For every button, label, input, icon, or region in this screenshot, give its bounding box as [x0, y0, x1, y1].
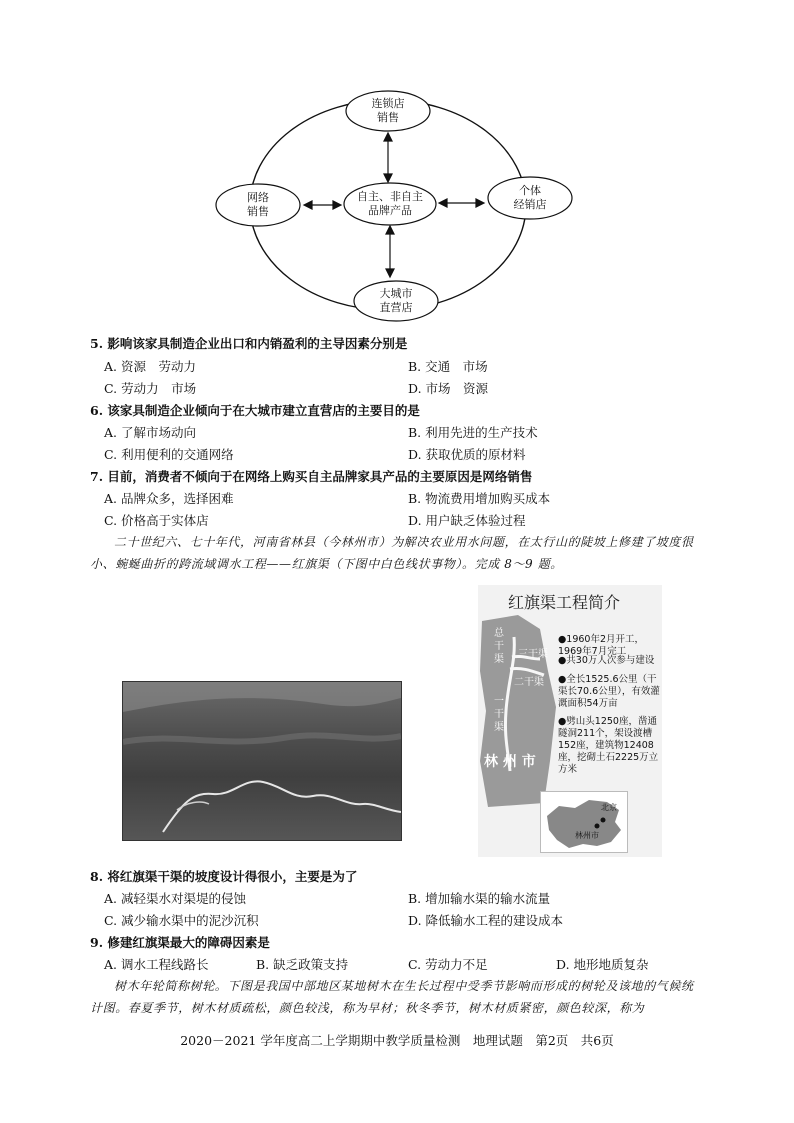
info-item-length: ●全长1525.6公里（干渠长70.6公里），有效灌溉面积54万亩: [558, 674, 660, 709]
question-9-stem: 9. 修建红旗渠最大的障碍因素是: [90, 935, 270, 950]
bullet-icon: ●: [558, 634, 567, 645]
info-card-title: 红旗渠工程简介: [508, 593, 621, 612]
q5-option-d: D. 市场 资源: [408, 381, 489, 396]
q8-option-c: C. 减少输水渠中的泥沙沉积: [104, 913, 259, 928]
q8-option-d: D. 降低输水工程的建设成本: [408, 913, 564, 928]
node-right-label: 个体 经销店: [513, 184, 547, 211]
q7-option-c: C. 价格高于实体店: [104, 513, 209, 528]
q7-option-a: A. 品牌众多，选择困难: [104, 491, 234, 506]
q6-option-a: A. 了解市场动向: [104, 425, 196, 440]
q8-option-a: A. 减轻渠水对渠堤的侵蚀: [104, 891, 246, 906]
q5-option-a: A. 资源 劳动力: [104, 359, 196, 374]
canal-label-2: 二干渠: [514, 677, 544, 688]
q6-option-b: B. 利用先进的生产技术: [408, 425, 538, 440]
question-7-stem: 7. 目前，消费者不倾向于在网络上购买自主品牌家具产品的主要原因是网络销售: [90, 469, 533, 484]
q5-option-b: B. 交通 市场: [408, 359, 488, 374]
info-item-workers: ●共30万人次参与建设: [558, 655, 655, 666]
china-outline: [541, 792, 627, 852]
q8-option-b: B. 增加输水渠的输水流量: [408, 891, 551, 906]
inset-label-linzhou: 林州市: [575, 831, 599, 840]
china-inset-map: [540, 791, 628, 853]
page-footer: 2020－2021 学年度高二上学期期中教学质量检测 地理试题 第2页 共6页: [180, 1033, 614, 1048]
node-bottom-label: 大城市 直营店: [379, 287, 413, 314]
question-6-stem: 6. 该家具制造企业倾向于在大城市建立直营店的主要目的是: [90, 403, 420, 418]
bullet-icon: ●: [558, 655, 567, 666]
hongqiqu-info-card: [478, 585, 662, 857]
q7-option-b: B. 物流费用增加购买成本: [408, 491, 551, 506]
q6-option-d: D. 获取优质的原材料: [408, 447, 526, 462]
info-item-dates: ●1960年2月开工， 1969年7月完工: [558, 634, 645, 657]
q9-option-a: A. 调水工程线路长: [104, 957, 209, 972]
q9-option-b: B. 缺乏政策支持: [256, 957, 349, 972]
photo-canal-line: [123, 682, 401, 840]
intro-paragraph-tree-rings: 树木年轮简称树轮。下图是我国中部地区某地树木在生长过程中受季节影响而形成的树轮及该地的气候统计图。春夏季节，树木材质疏松，颜色较浅，称为早材；秋冬季节，树木材质紧密，颜色较深，称为: [90, 979, 694, 1015]
node-center-label: 自主、非自主 品牌产品: [357, 190, 423, 217]
bullet-icon: ●: [558, 674, 567, 685]
q7-option-d: D. 用户缺乏体验过程: [408, 513, 526, 528]
info-item-works: ●劈山头1250座，凿通隧洞211个，架设渡槽152座，建筑物12408座，挖砌土石2225万立方米: [558, 716, 659, 775]
question-5-stem: 5. 影响该家具制造企业出口和内销盈利的主导因素分别是: [90, 336, 408, 351]
hongqiqu-photo: [122, 681, 402, 841]
city-label-linzhou: 林 州 市: [484, 754, 536, 770]
node-left-label: 网络 销售: [247, 191, 269, 218]
q6-option-c: C. 利用便利的交通网络: [104, 447, 234, 462]
canal-label-1: 一干渠: [494, 696, 504, 733]
inset-label-beijing: 北京: [601, 803, 617, 812]
sales-channel-diagram: [0, 0, 794, 330]
q9-option-d: D. 地形地质复杂: [556, 957, 649, 972]
bullet-icon: ●: [558, 716, 567, 727]
q9-option-c: C. 劳动力不足: [408, 957, 488, 972]
question-8-stem: 8. 将红旗渠干渠的坡度设计得很小，主要是为了: [90, 869, 358, 884]
q5-option-c: C. 劳动力 市场: [104, 381, 197, 396]
intro-paragraph-hongqiqu: 二十世纪六、七十年代，河南省林县（今林州市）为解决农业用水问题，在太行山的陡坡上修建了坡度很小、蜿蜒曲折的跨流域调水工程——红旗渠（下图中白色线状事物）。完成 8～9 题。: [90, 535, 694, 571]
canal-label-main: 总干渠: [494, 628, 504, 665]
node-top-label: 连锁店 销售: [371, 97, 405, 124]
canal-label-3: 三干渠: [518, 649, 548, 660]
